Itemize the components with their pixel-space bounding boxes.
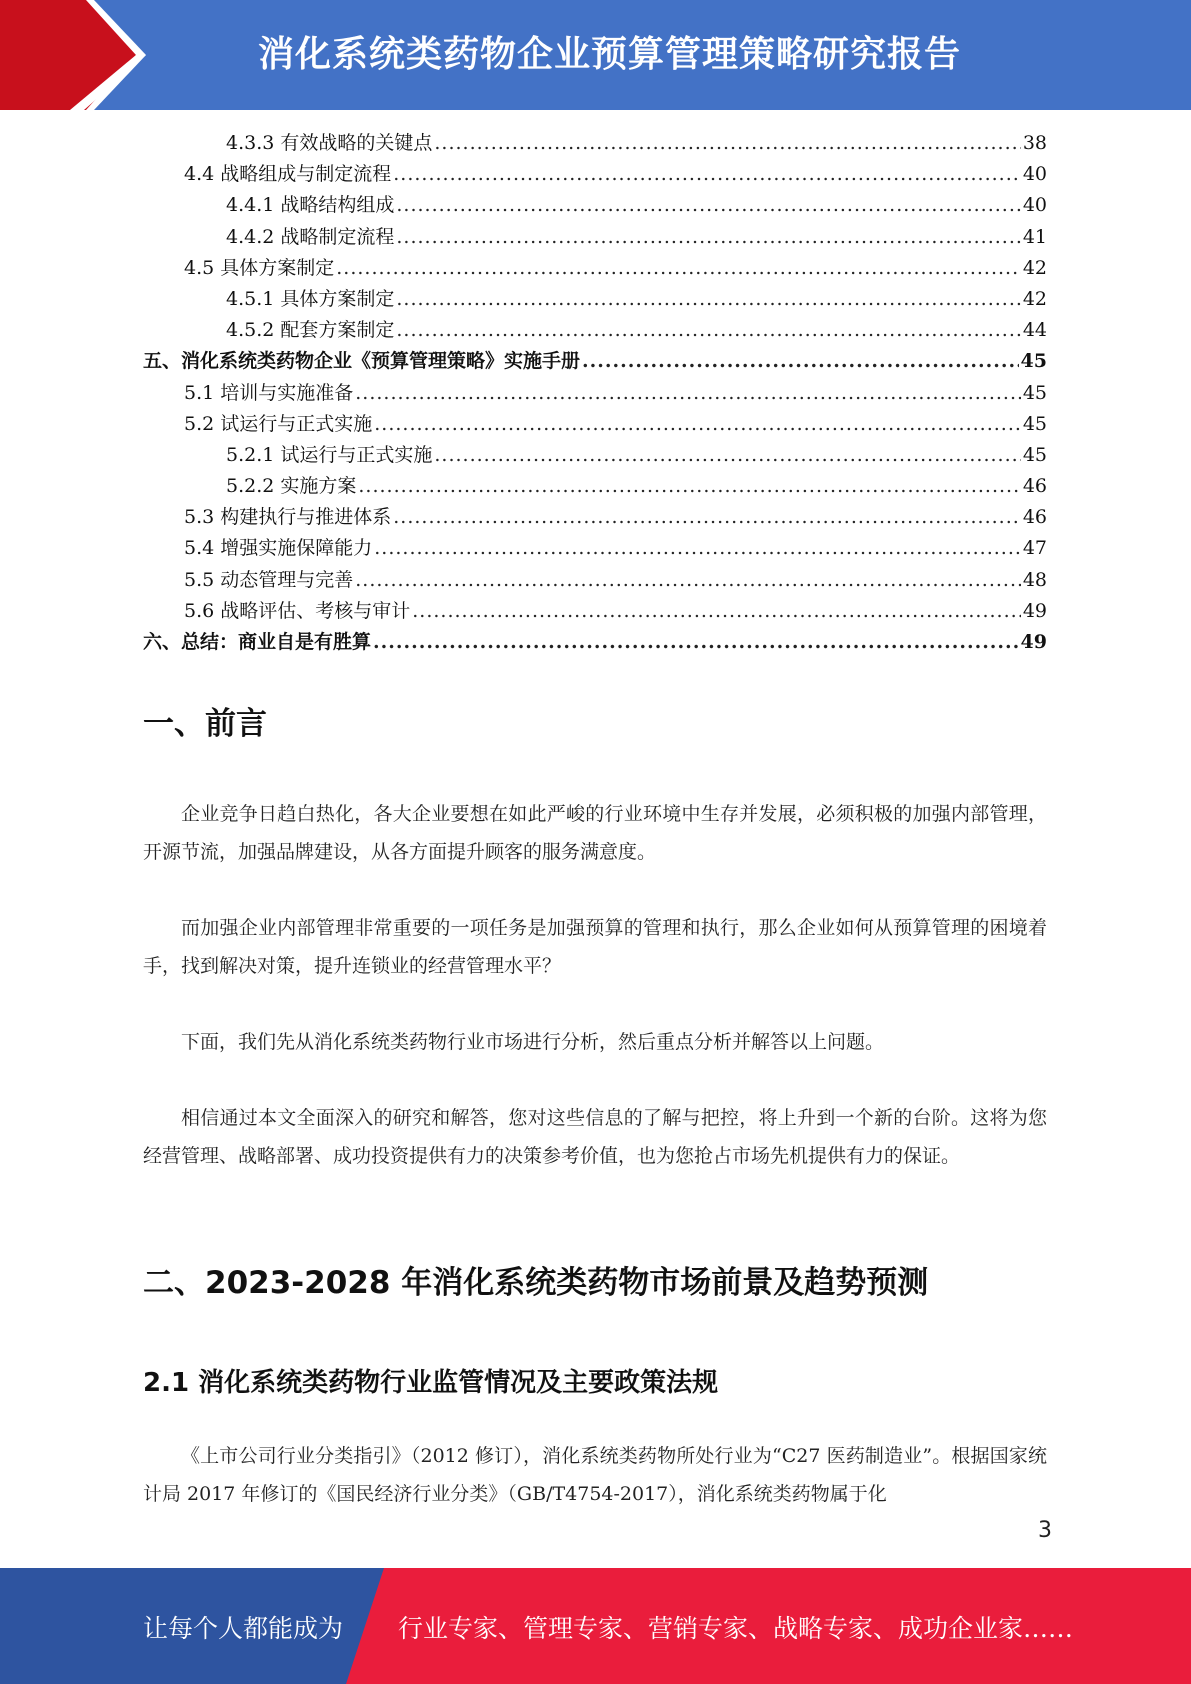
toc-entry[interactable] [143,565,1047,596]
toc-entry-page: 46 [1022,475,1047,498]
toc-entry[interactable] [143,596,1047,627]
subsection-heading-regulation: 2.1 消化系统类药物行业监管情况及主要政策法规 [143,1368,719,1398]
toc-entry-title: 4.4.2 战略制定流程 [226,225,395,248]
toc-dot-leader [358,471,1020,502]
toc-entry-title: 4.4 战略组成与制定流程 [184,163,392,186]
toc-entry-title: 5.2 试运行与正式实施 [184,412,373,435]
toc-entry-title: 4.5.1 具体方案制定 [226,287,395,310]
toc-entry[interactable] [143,627,1047,658]
toc-dot-leader [434,128,1020,159]
toc-entry-title: 5.1 培训与实施准备 [184,381,354,404]
toc-dot-leader [396,190,1020,221]
toc-entry-page: 45 [1022,381,1047,404]
toc-entry-title: 5.6 战略评估、考核与审计 [184,599,411,622]
toc-entry-title: 4.4.1 战略结构组成 [226,194,395,217]
toc-entry-page: 47 [1022,537,1047,560]
paragraph: 《上市公司行业分类指引》（2012 修订），消化系统类药物所处行业为“C27 医药制造业”。根据国家统计局 2017 年修订的《国民经济行业分类》（GB/T4754-2017），消化系统类药物属于化 [143,1445,1047,1505]
toc-entry-page: 44 [1022,319,1047,342]
footer-slogan-left: 让每个人都能成为 [143,1614,344,1643]
toc-dot-leader [396,222,1020,253]
toc-entry-page: 38 [1022,132,1047,154]
toc-dot-leader [374,409,1021,440]
toc-entry-page: 42 [1022,287,1047,310]
paragraph: 企业竞争日趋白热化，各大企业要想在如此严峻的行业环境中生存并发展，必须积极的加强内部管理，开源节流，加强品牌建设，从各方面提升顾客的服务满意度。 [143,803,1047,863]
toc-entry-page: 48 [1022,568,1047,591]
toc-entry-title: 5.3 构建执行与推进体系 [184,506,392,529]
toc-entry[interactable] [143,190,1047,221]
toc-entry-title: 4.5.2 配套方案制定 [226,319,395,342]
toc-dot-leader [393,502,1021,533]
toc-entry-page: 41 [1022,225,1047,248]
toc-entry[interactable] [143,159,1047,190]
toc-entry-page: 45 [1022,443,1047,466]
paragraph: 而加强企业内部管理非常重要的一项任务是加强预算的管理和执行，那么企业如何从预算管理的困境着手，找到解决对策，提升连锁业的经营管理水平？ [143,917,1047,977]
toc-dot-leader [373,627,1019,658]
toc-entry-page: 46 [1022,506,1047,529]
toc-dot-leader [336,253,1021,284]
toc-dot-leader [396,284,1020,315]
page-number: 3 [1038,1518,1052,1543]
section-heading-preface: 一、前言 [143,706,267,742]
toc-entry-title: 5.2.1 试运行与正式实施 [226,443,433,466]
toc-entry[interactable] [143,284,1047,315]
section-heading-market-forecast: 二、2023-2028 年消化系统类药物市场前景及趋势预测 [143,1265,929,1301]
toc-entry-title: 5.2.2 实施方案 [226,475,357,498]
toc-entry-page: 49 [1020,631,1047,653]
toc-entry[interactable] [143,440,1047,471]
toc-dot-leader [412,596,1021,627]
toc-entry-title: 五、消化系统类药物企业《预算管理策略》实施手册 [143,350,581,373]
paragraph: 下面，我们先从消化系统类药物行业市场进行分析，然后重点分析并解答以上问题。 [181,1031,885,1053]
footer-slogan-right: 行业专家、管理专家、营销专家、战略专家、成功企业家…… [398,1614,1074,1643]
table-of-contents [143,128,1047,658]
toc-entry-title: 5.5 动态管理与完善 [184,568,354,591]
toc-dot-leader [374,533,1021,564]
toc-entry-title: 5.4 增强实施保障能力 [184,537,373,560]
toc-entry[interactable] [143,346,1047,377]
toc-entry[interactable] [143,128,1047,159]
toc-dot-leader [355,378,1021,409]
toc-entry[interactable] [143,378,1047,409]
toc-entry[interactable] [143,533,1047,564]
toc-dot-leader [434,440,1020,471]
toc-entry-title: 4.5 具体方案制定 [184,256,335,279]
toc-dot-leader [396,315,1020,346]
toc-dot-leader [582,346,1019,377]
report-title: 消化系统类药物企业预算管理策略研究报告 [258,34,962,75]
page-footer [0,1568,1191,1684]
toc-entry-page: 49 [1022,599,1047,622]
toc-entry-page: 42 [1022,256,1047,279]
toc-entry-page: 40 [1022,163,1047,186]
toc-entry[interactable] [143,253,1047,284]
toc-entry-title: 六、总结：商业自是有胜算 [143,631,372,653]
toc-entry[interactable] [143,409,1047,440]
toc-entry-page: 40 [1022,194,1047,217]
toc-entry[interactable] [143,222,1047,253]
toc-entry-title: 4.3.3 有效战略的关键点 [226,132,433,154]
toc-entry[interactable] [143,471,1047,502]
toc-dot-leader [355,565,1021,596]
toc-entry-page: 45 [1020,350,1047,373]
toc-dot-leader [393,159,1021,190]
page-header [0,0,1191,110]
paragraph: 相信通过本文全面深入的研究和解答，您对这些信息的了解与把控，将上升到一个新的台阶。这将为您经营管理、战略部署、成功投资提供有力的决策参考价值，也为您抢占市场先机提供有力的保证。 [143,1107,1047,1167]
toc-entry[interactable] [143,315,1047,346]
toc-entry[interactable] [143,502,1047,533]
toc-entry-page: 45 [1022,412,1047,435]
